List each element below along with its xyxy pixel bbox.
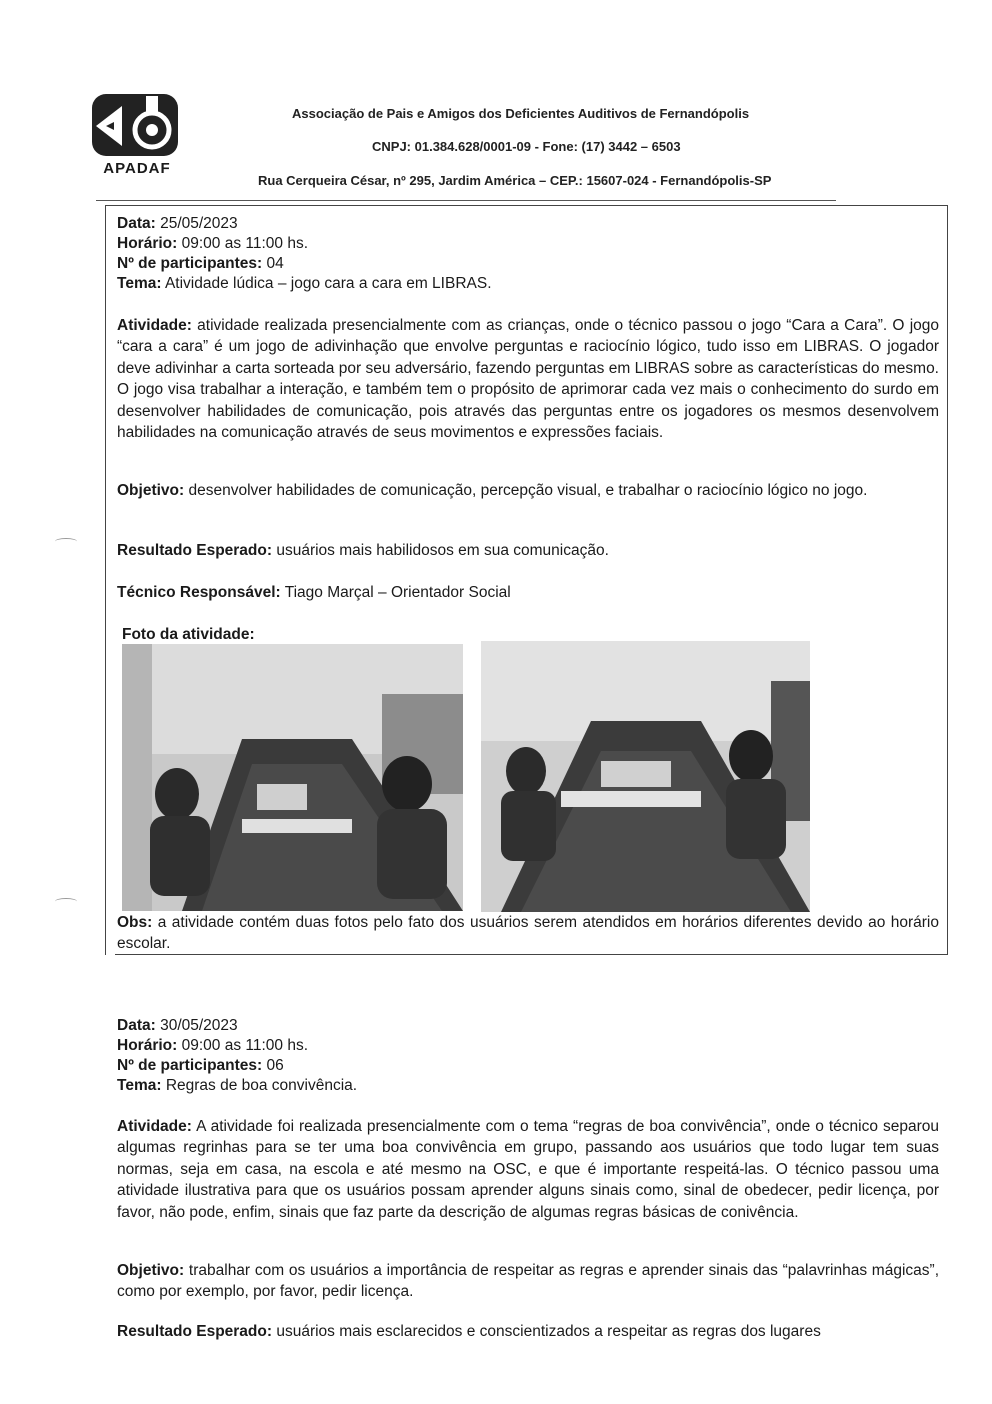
activity1-expected-result: Resultado Esperado: usuários mais habilidosos em sua comunicação. xyxy=(117,542,609,559)
scan-mark xyxy=(55,538,77,545)
report-box-right xyxy=(947,205,948,955)
header-divider xyxy=(96,200,836,201)
activity2-participants: Nº de participantes: 06 xyxy=(117,1057,284,1074)
activity1-theme: Tema: Atividade lúdica – jogo cara a cara em LIBRAS. xyxy=(117,275,492,292)
report-box-left xyxy=(105,205,106,955)
report-box-top xyxy=(105,205,948,206)
activity1-description: Atividade: atividade realizada presencialmente com as crianças, onde o técnico passou o jogo “Cara a Cara”. O jogo “cara a cara” é um jogo de adivinhação que envolve perguntas e raciocínio lógico, tudo isso em LIBRAS. O jogador deve adivinhar a carta sorteada por seu adversário, fazendo perguntas em LIBRAS sobre as características do mesmo. O jogo visa trabalhar a interação, e também tem o propósito de aprimorar cada vez mais o conhecimento do surdo em desenvolver habilidades de comunicação, pois através das perguntas entre os jogadores os mesmos desenvolvem habilidades na comunicação através de seus movimentos e expressões faciais. xyxy=(117,317,939,442)
activity2-description: Atividade: A atividade foi realizada presencialmente com o tema “regras de boa convivência”, onde o técnico separou algumas regrinhas para se ter uma boa convivência em grupo, passando aos usuários que todo lugar tem suas normas, seja em casa, na escola e até mesmo na OSC, e que é importante respeitá-las. O técnico passou uma atividade ilustrativa para que os usuários possam aprender alguns sinais como, sinal de obedecer, pedir licença, por favor, não pode, enfim, sinais que faz parte da descrição de algumas regras básicas de conivência. xyxy=(117,1118,939,1221)
org-name: Associação de Pais e Amigos dos Deficientes Auditivos de Fernandópolis xyxy=(292,106,750,121)
activity1-time: Horário: 09:00 as 11:00 hs. xyxy=(117,235,308,252)
scan-mark xyxy=(55,898,77,905)
activity2-time: Horário: 09:00 as 11:00 hs. xyxy=(117,1037,308,1054)
activity1-technician: Técnico Responsável: Tiago Marçal – Orientador Social xyxy=(117,584,511,601)
activity1-observation: Obs: a atividade contém duas fotos pelo fato dos usuários serem atendidos em horários diferentes devido ao horário escolar. xyxy=(117,914,939,953)
activity1-participants: Nº de participantes: 04 xyxy=(117,255,284,272)
activity2-date: Data: 30/05/2023 xyxy=(117,1017,238,1034)
logo-text: APADAF xyxy=(103,160,171,177)
activity-photo-1 xyxy=(122,644,463,911)
cnpj-phone: CNPJ: 01.384.628/0001-09 - Fone: (17) 3442 – 6503 xyxy=(372,139,681,154)
activity-photo-2 xyxy=(481,641,810,912)
activity2-objective: Objetivo: trabalhar com os usuários a importância de respeitar as regras e aprender sinais das “palavrinhas mágicas”, como por exemplo, por favor, pedir licença. xyxy=(117,1262,939,1301)
activity2-theme: Tema: Regras de boa convivência. xyxy=(117,1077,358,1094)
photo-caption: Foto da atividade: xyxy=(122,626,255,643)
activity1-date: Data: 25/05/2023 xyxy=(117,215,238,232)
address: Rua Cerqueira César, nº 295, Jardim América – CEP.: 15607-024 - Fernandópolis-SP xyxy=(258,173,772,188)
activity1-objective: Objetivo: desenvolver habilidades de comunicação, percepção visual, e trabalhar o raciocínio lógico no jogo. xyxy=(117,482,868,499)
activity2-expected-result: Resultado Esperado: usuários mais esclarecidos e conscientizados a respeitar as regras dos lugares xyxy=(117,1323,821,1340)
